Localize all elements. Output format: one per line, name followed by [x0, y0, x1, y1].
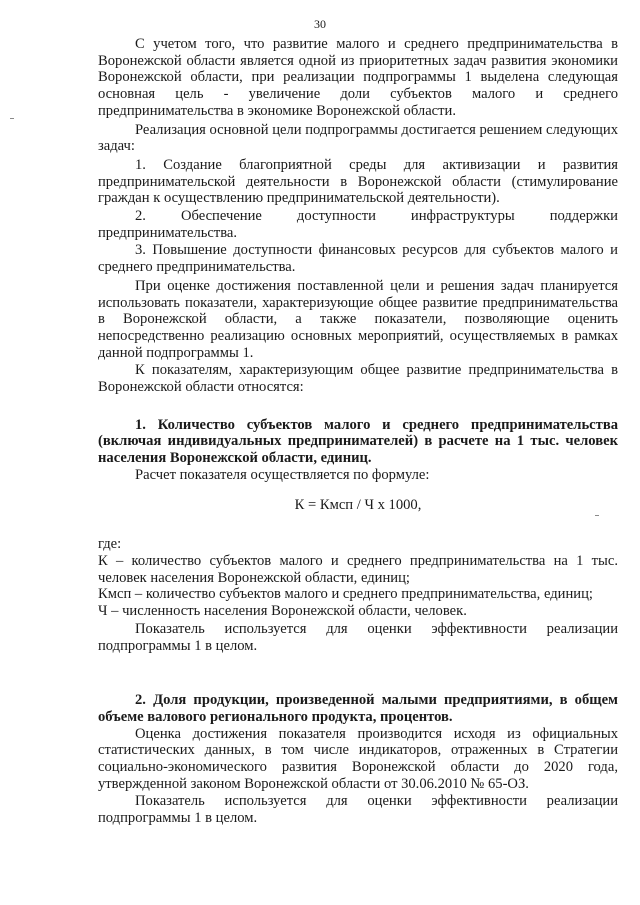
paragraph-indicators-list-intro: К показателям, характеризующим общее развитие предпринимательства в Воронежской области относятся: — [98, 362, 618, 396]
page-number: 30 — [314, 17, 326, 31]
definition-ch: Ч – численность населения Воронежской области, человек. — [98, 603, 467, 620]
scan-mark — [10, 118, 14, 119]
indicator-heading-1: 1. Количество субъектов малого и среднего предпринимательства (включая индивидуальных предпринимателей) в расчете на 1 тыс. человек населения Воронежской области, единиц. — [98, 416, 618, 467]
paragraph-tasks-intro: Реализация основной цели подпрограммы достигается решением следующих задач: — [98, 121, 618, 155]
paragraph-indicator-usage-1: Показатель используется для оценки эффективности реализации подпрограммы 1 в целом. — [98, 620, 618, 654]
task-item-1: 1. Создание благоприятной среды для активизации и развития предпринимательской деятельности в Воронежской области (стимулирование граждан к осуществлению предпринимательской деятельности). — [98, 156, 618, 207]
document-body — [98, 36, 618, 827]
definition-k: К – количество субъектов малого и среднего предпринимательства на 1 тыс. человек населения Воронежской области, единиц; — [98, 552, 618, 586]
paragraph-assessment: Оценка достижения показателя производится исходя из официальных статистических данных, в том числе индикаторов, отраженных в Стратегии социально-экономического развития Воронежской области до 2020 года, утвержденной законом Воронежской области от 30.06.2010 № 65-ОЗ. — [98, 725, 618, 792]
definition-kmsp: Кмсп – количество субъектов малого и среднего предпринимательства, единиц; — [98, 586, 593, 603]
paragraph-formula-intro: Расчет показателя осуществляется по формуле: — [135, 466, 430, 483]
paragraph-indicator-usage-2: Показатель используется для оценки эффективности реализации подпрограммы 1 в целом. — [98, 793, 618, 827]
paragraph-indicators-plan: При оценке достижения поставленной цели и решения задач планируется использовать показатели, характеризующие общее развитие предпринимательства в Воронежской области, а также показатели, позволяющие оценить непосредственно реализацию основных мероприятий, осуществляемых в рамках данной подпрограммы 1. — [98, 277, 618, 361]
indicator-heading-2: 2. Доля продукции, произведенной малыми предприятиями, в общем объеме валового регионального продукта, процентов. — [98, 692, 618, 725]
formula: К = Кмсп / Ч х 1000, — [294, 496, 422, 513]
scan-mark — [595, 515, 599, 516]
task-item-2: 2. Обеспечение доступности инфраструктуры поддержки предпринимательства. — [98, 208, 618, 241]
task-item-3: 3. Повышение доступности финансовых ресурсов для субъектов малого и среднего предпринимательства. — [98, 242, 618, 276]
where-label: где: — [98, 536, 122, 553]
paragraph-goal: С учетом того, что развитие малого и среднего предпринимательства в Воронежской области является одной из приоритетных задач развития экономики Воронежской области, при реализации подпрограммы 1 выделена следующая основная цель - увеличение доли субъектов малого и среднего предпринимательства в экономике Воронежской области. — [98, 36, 618, 119]
